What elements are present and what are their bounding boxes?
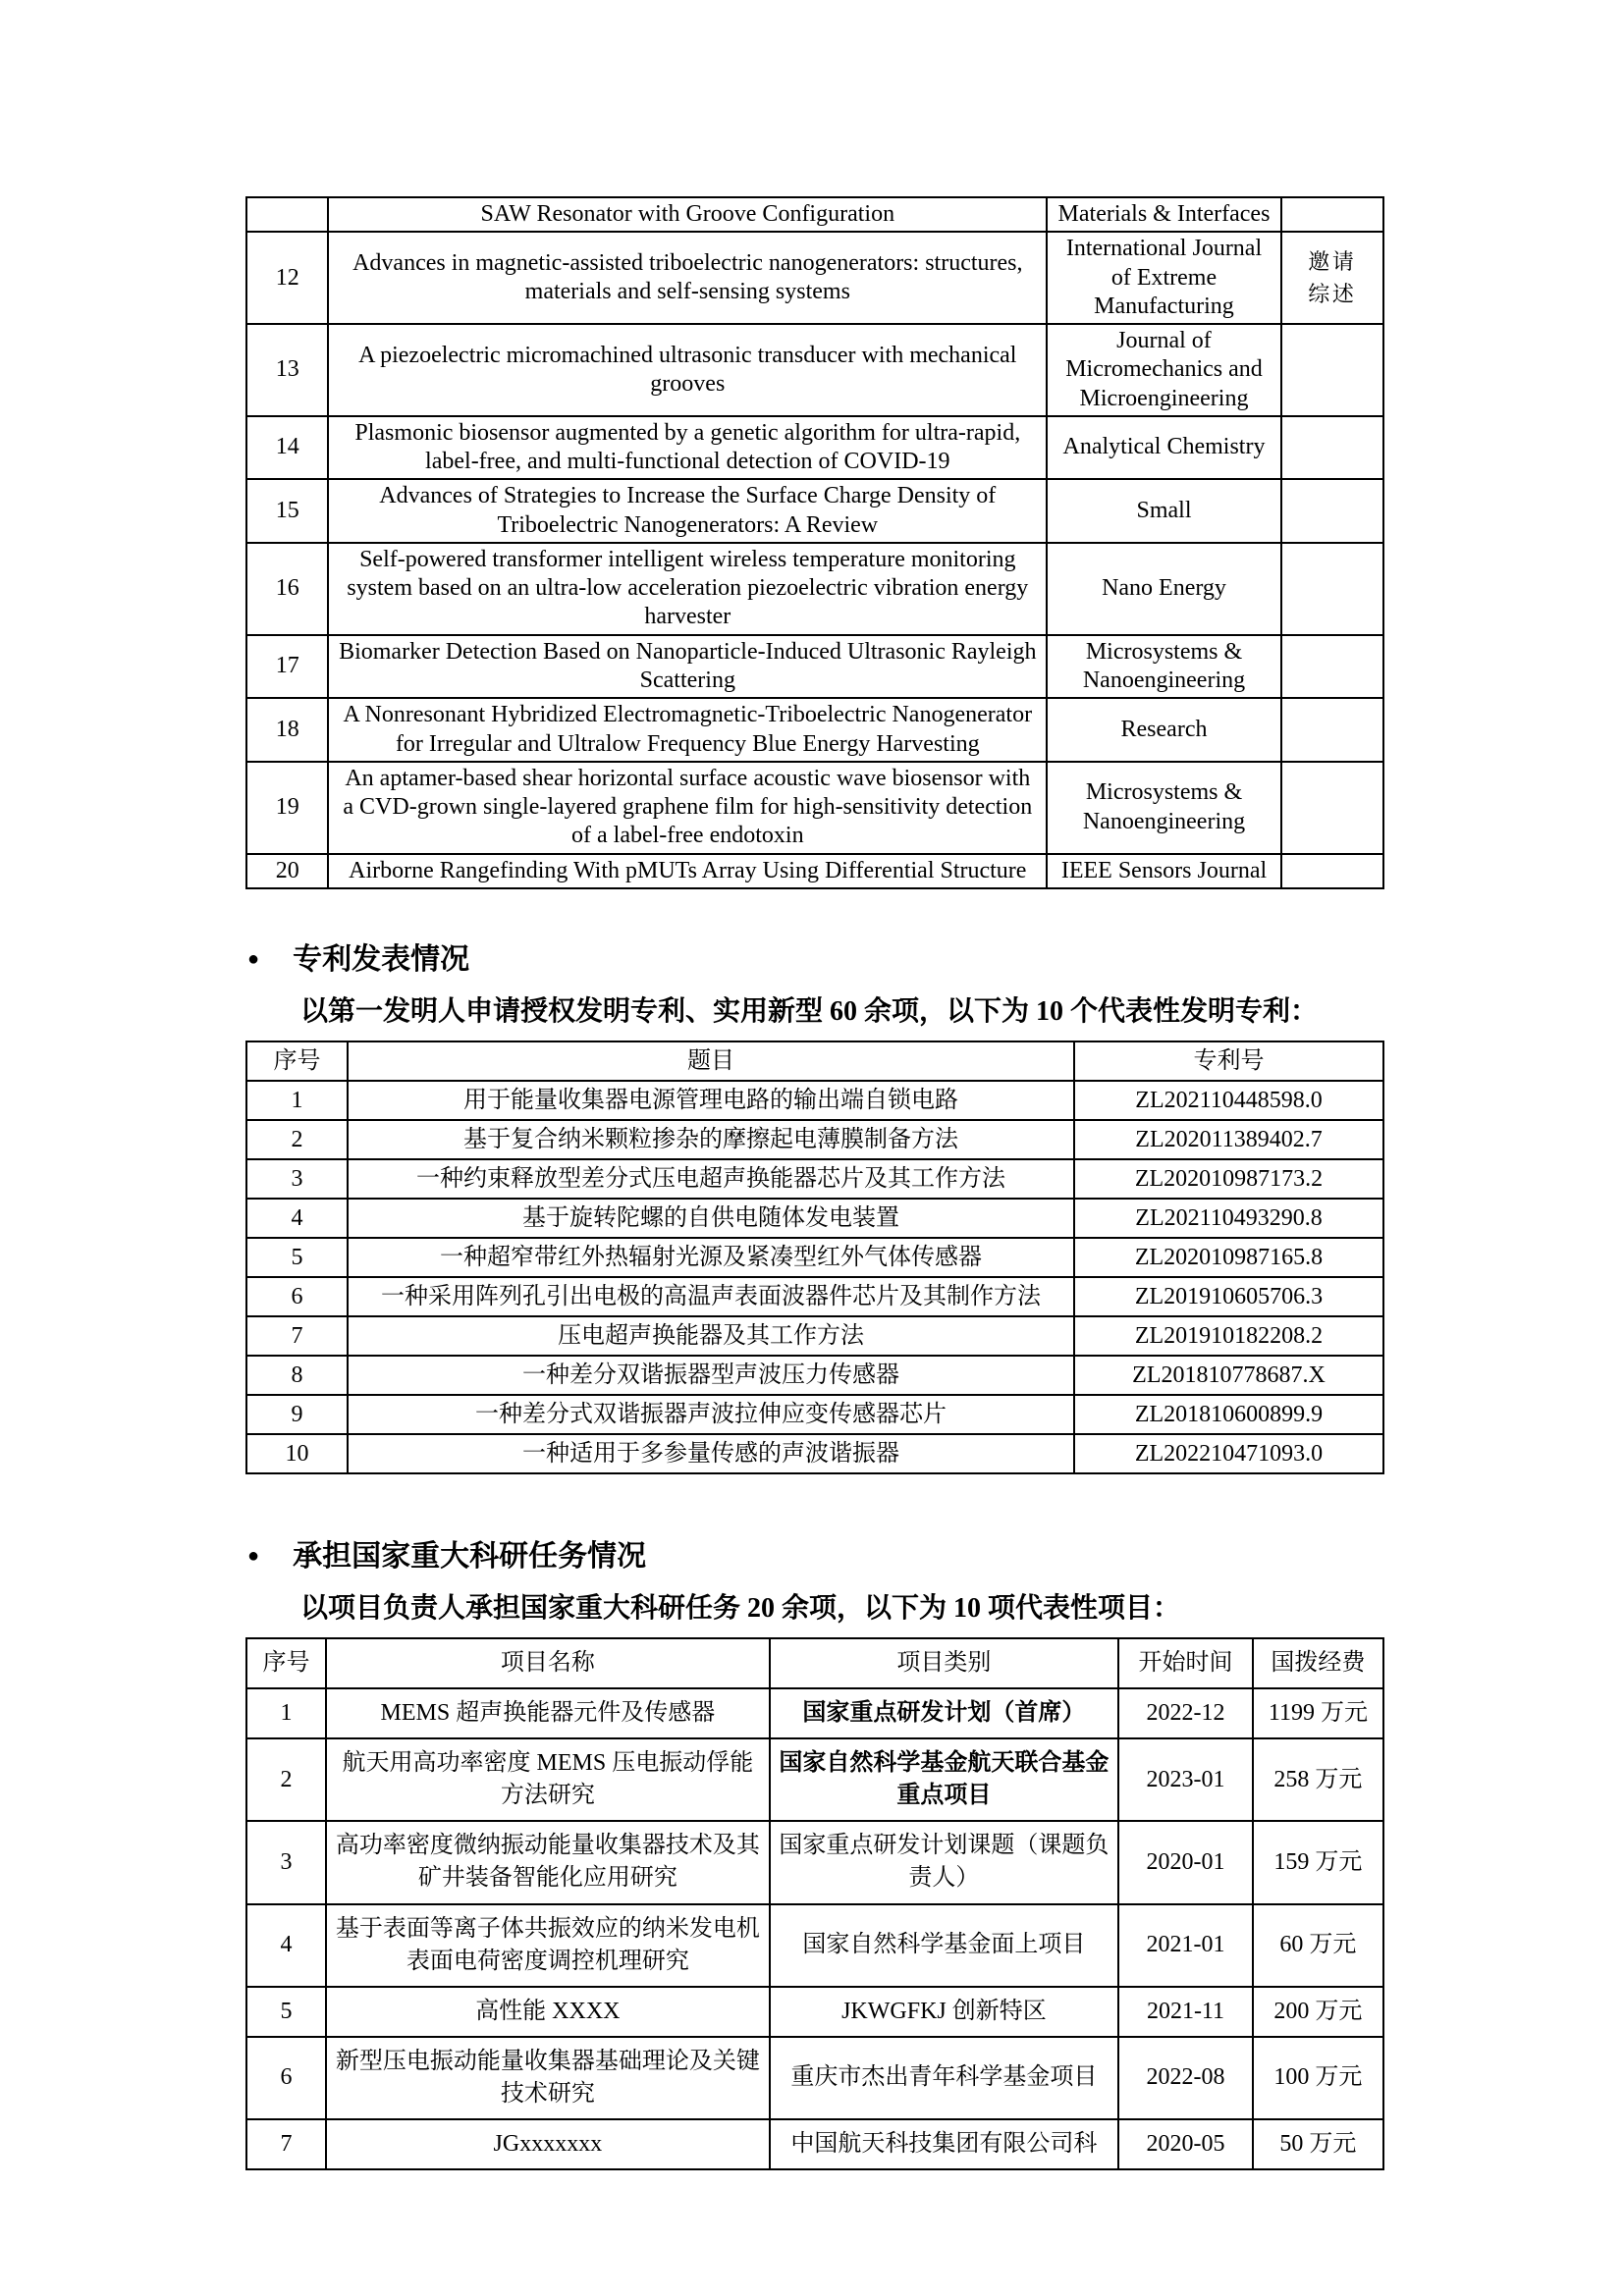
project-start: 2021-01 xyxy=(1118,1904,1253,1987)
table-row xyxy=(246,698,1383,762)
patent-num: 3 xyxy=(246,1159,348,1199)
table-row xyxy=(246,197,1383,232)
project-funding: 200 万元 xyxy=(1253,1987,1383,2037)
pub-num xyxy=(246,197,328,232)
table-row xyxy=(246,479,1383,543)
patent-num: 2 xyxy=(246,1120,348,1159)
projects-header-start: 开始时间 xyxy=(1118,1638,1253,1688)
pub-title: Advances of Strategies to Increase the Surface Charge Density of Triboelectric Nanogenerators: A Review xyxy=(328,479,1047,543)
pub-title: Biomarker Detection Based on Nanoparticle-Induced Ultrasonic Rayleigh Scattering xyxy=(328,635,1047,699)
patent-num: 9 xyxy=(246,1395,348,1434)
project-funding: 100 万元 xyxy=(1253,2037,1383,2119)
table-row xyxy=(246,1434,1383,1473)
project-category: 重庆市杰出青年科学基金项目 xyxy=(770,2037,1119,2119)
table-row xyxy=(246,2119,1383,2169)
project-start: 2020-05 xyxy=(1118,2119,1253,2169)
project-category: 国家自然科学基金航天联合基金重点项目 xyxy=(770,1738,1119,1821)
project-start: 2022-12 xyxy=(1118,1688,1253,1738)
patent-title: 一种采用阵列孔引出电极的高温声表面波器件芯片及其制作方法 xyxy=(348,1277,1074,1316)
patent-num: 5 xyxy=(246,1238,348,1277)
pub-journal: Journal of Micromechanics and Microengineering xyxy=(1047,324,1281,416)
projects-subtitle: 以项目负责人承担国家重大科研任务 20 余项，以下为 10 项代表性项目： xyxy=(300,1592,1181,1624)
project-start: 2021-11 xyxy=(1118,1987,1253,2037)
table-row xyxy=(246,1987,1383,2037)
projects-heading-text: 承担国家重大科研任务情况 xyxy=(293,1539,647,1573)
table-row xyxy=(246,1395,1383,1434)
projects-header-funding: 国拨经费 xyxy=(1253,1638,1383,1688)
patent-num: 10 xyxy=(246,1434,348,1473)
table-row xyxy=(246,1199,1383,1238)
project-num: 1 xyxy=(246,1688,326,1738)
table-row xyxy=(246,854,1383,888)
table-row xyxy=(246,324,1383,416)
table-header-row xyxy=(246,1638,1383,1688)
publications-table xyxy=(245,196,1384,889)
project-start: 2022-08 xyxy=(1118,2037,1253,2119)
pub-title: Advances in magnetic-assisted triboelectric nanogenerators: structures, materials and self-sensing systems xyxy=(328,232,1047,324)
project-name: MEMS 超声换能器元件及传感器 xyxy=(326,1688,770,1738)
patent-title: 一种适用于多参量传感的声波谐振器 xyxy=(348,1434,1074,1473)
patent-no: ZL202010987173.2 xyxy=(1074,1159,1383,1199)
table-row xyxy=(246,1316,1383,1356)
table-row xyxy=(246,1238,1383,1277)
patent-no: ZL202110493290.8 xyxy=(1074,1199,1383,1238)
pub-journal: Nano Energy xyxy=(1047,543,1281,635)
patent-title: 一种约束释放型差分式压电超声换能器芯片及其工作方法 xyxy=(348,1159,1074,1199)
patent-num: 8 xyxy=(246,1356,348,1395)
project-num: 7 xyxy=(246,2119,326,2169)
patent-title: 一种差分式双谐振器声波拉伸应变传感器芯片 xyxy=(348,1395,1074,1434)
pub-title: SAW Resonator with Groove Configuration xyxy=(328,197,1047,232)
pub-title: Airborne Rangefinding With pMUTs Array Using Differential Structure xyxy=(328,854,1047,888)
pub-num: 17 xyxy=(246,635,328,699)
pub-journal: Research xyxy=(1047,698,1281,762)
table-row xyxy=(246,1688,1383,1738)
table-row xyxy=(246,232,1383,324)
projects-section-heading xyxy=(247,1531,1384,1575)
project-category: 国家自然科学基金面上项目 xyxy=(770,1904,1119,1987)
pub-num: 20 xyxy=(246,854,328,888)
project-category: 中国航天科技集团有限公司科 xyxy=(770,2119,1119,2169)
project-funding: 60 万元 xyxy=(1253,1904,1383,1987)
table-row xyxy=(246,1738,1383,1821)
patent-title: 用于能量收集器电源管理电路的输出端自锁电路 xyxy=(348,1081,1074,1120)
patent-title: 压电超声换能器及其工作方法 xyxy=(348,1316,1074,1356)
project-name: 高功率密度微纳振动能量收集器技术及其矿井装备智能化应用研究 xyxy=(326,1821,770,1903)
table-row xyxy=(246,1821,1383,1903)
patent-no: ZL202010987165.8 xyxy=(1074,1238,1383,1277)
patent-no: ZL201810600899.9 xyxy=(1074,1395,1383,1434)
project-start: 2020-01 xyxy=(1118,1821,1253,1903)
patents-table xyxy=(245,1041,1384,1474)
patents-header-title: 题目 xyxy=(348,1041,1074,1081)
project-funding: 258 万元 xyxy=(1253,1738,1383,1821)
table-header-row xyxy=(246,1041,1383,1081)
table-row xyxy=(246,1277,1383,1316)
pub-title: A Nonresonant Hybridized Electromagnetic-Triboelectric Nanogenerator for Irregular and Ultralow Frequency Blue Energy Harvesting xyxy=(328,698,1047,762)
pub-journal: Analytical Chemistry xyxy=(1047,416,1281,480)
table-row xyxy=(246,1159,1383,1199)
table-row xyxy=(246,1904,1383,1987)
pub-num: 19 xyxy=(246,762,328,854)
pub-note xyxy=(1281,854,1383,888)
page-content xyxy=(245,196,1384,2170)
pub-note xyxy=(1281,543,1383,635)
project-funding: 1199 万元 xyxy=(1253,1688,1383,1738)
pub-title: Plasmonic biosensor augmented by a genetic algorithm for ultra-rapid, label-free, and multi-functional detection of COVID-19 xyxy=(328,416,1047,480)
bullet-icon: ● xyxy=(247,947,260,970)
table-row xyxy=(246,635,1383,699)
patents-section xyxy=(245,934,1384,1474)
project-num: 6 xyxy=(246,2037,326,2119)
projects-table xyxy=(245,1637,1384,2170)
patent-title: 基于旋转陀螺的自供电随体发电装置 xyxy=(348,1199,1074,1238)
pub-journal: Small xyxy=(1047,479,1281,543)
table-row xyxy=(246,1356,1383,1395)
patents-section-heading xyxy=(247,934,1384,978)
patent-no: ZL202210471093.0 xyxy=(1074,1434,1383,1473)
projects-header-name: 项目名称 xyxy=(326,1638,770,1688)
project-num: 2 xyxy=(246,1738,326,1821)
pub-note xyxy=(1281,479,1383,543)
pub-num: 13 xyxy=(246,324,328,416)
patent-num: 1 xyxy=(246,1081,348,1120)
table-row xyxy=(246,1120,1383,1159)
table-row xyxy=(246,416,1383,480)
pub-note xyxy=(1281,197,1383,232)
table-row xyxy=(246,762,1383,854)
project-funding: 50 万元 xyxy=(1253,2119,1383,2169)
pub-title: A piezoelectric micromachined ultrasonic transducer with mechanical grooves xyxy=(328,324,1047,416)
patent-title: 一种差分双谐振器型声波压力传感器 xyxy=(348,1356,1074,1395)
patent-no: ZL201810778687.X xyxy=(1074,1356,1383,1395)
projects-header-category: 项目类别 xyxy=(770,1638,1119,1688)
table-row xyxy=(246,2037,1383,2119)
pub-num: 16 xyxy=(246,543,328,635)
pub-journal: IEEE Sensors Journal xyxy=(1047,854,1281,888)
project-category: JKWGFKJ 创新特区 xyxy=(770,1987,1119,2037)
patent-num: 6 xyxy=(246,1277,348,1316)
projects-header-num: 序号 xyxy=(246,1638,326,1688)
pub-note xyxy=(1281,416,1383,480)
patents-header-num: 序号 xyxy=(246,1041,348,1081)
patent-title: 一种超窄带红外热辐射光源及紧凑型红外气体传感器 xyxy=(348,1238,1074,1277)
patents-subtitle: 以第一发明人申请授权发明专利、实用新型 60 余项，以下为 10 个代表性发明专利： xyxy=(300,995,1319,1027)
project-name: JGxxxxxxx xyxy=(326,2119,770,2169)
patent-no: ZL202110448598.0 xyxy=(1074,1081,1383,1120)
project-name: 新型压电振动能量收集器基础理论及关键技术研究 xyxy=(326,2037,770,2119)
patent-num: 7 xyxy=(246,1316,348,1356)
project-name: 基于表面等离子体共振效应的纳米发电机表面电荷密度调控机理研究 xyxy=(326,1904,770,1987)
table-row xyxy=(246,543,1383,635)
project-category: 国家重点研发计划（首席） xyxy=(770,1688,1119,1738)
pub-note-text: 邀请综述 xyxy=(1308,249,1357,307)
pub-journal: Microsystems & Nanoengineering xyxy=(1047,762,1281,854)
pub-title: An aptamer-based shear horizontal surface acoustic wave biosensor with a CVD-grown single-layered graphene film for high-sensitivity detection of a label-free endotoxin xyxy=(328,762,1047,854)
pub-num: 15 xyxy=(246,479,328,543)
patent-num: 4 xyxy=(246,1199,348,1238)
project-num: 3 xyxy=(246,1821,326,1903)
project-num: 5 xyxy=(246,1987,326,2037)
pub-title: Self-powered transformer intelligent wireless temperature monitoring system based on an ultra-low acceleration piezoelectric vibration energy harvester xyxy=(328,543,1047,635)
pub-journal: Microsystems & Nanoengineering xyxy=(1047,635,1281,699)
project-name: 高性能 XXXX xyxy=(326,1987,770,2037)
pub-note xyxy=(1281,698,1383,762)
pub-note xyxy=(1281,324,1383,416)
project-name: 航天用高功率密度 MEMS 压电振动俘能方法研究 xyxy=(326,1738,770,1821)
pub-num: 12 xyxy=(246,232,328,324)
pub-journal: International Journal of Extreme Manufacturing xyxy=(1047,232,1281,324)
project-category: 国家重点研发计划课题（课题负责人） xyxy=(770,1821,1119,1903)
pub-journal: Materials & Interfaces xyxy=(1047,197,1281,232)
project-start: 2023-01 xyxy=(1118,1738,1253,1821)
patent-no: ZL201910605706.3 xyxy=(1074,1277,1383,1316)
patent-no: ZL202011389402.7 xyxy=(1074,1120,1383,1159)
projects-section xyxy=(245,1531,1384,2170)
pub-note xyxy=(1281,635,1383,699)
bullet-icon: ● xyxy=(247,1544,260,1567)
patent-no: ZL201910182208.2 xyxy=(1074,1316,1383,1356)
table-row xyxy=(246,1081,1383,1120)
patent-title: 基于复合纳米颗粒掺杂的摩擦起电薄膜制备方法 xyxy=(348,1120,1074,1159)
project-funding: 159 万元 xyxy=(1253,1821,1383,1903)
pub-num: 18 xyxy=(246,698,328,762)
pub-note xyxy=(1281,762,1383,854)
pub-num: 14 xyxy=(246,416,328,480)
pub-note xyxy=(1281,232,1383,324)
patents-heading-text: 专利发表情况 xyxy=(293,942,470,976)
patents-header-no: 专利号 xyxy=(1074,1041,1383,1081)
project-num: 4 xyxy=(246,1904,326,1987)
